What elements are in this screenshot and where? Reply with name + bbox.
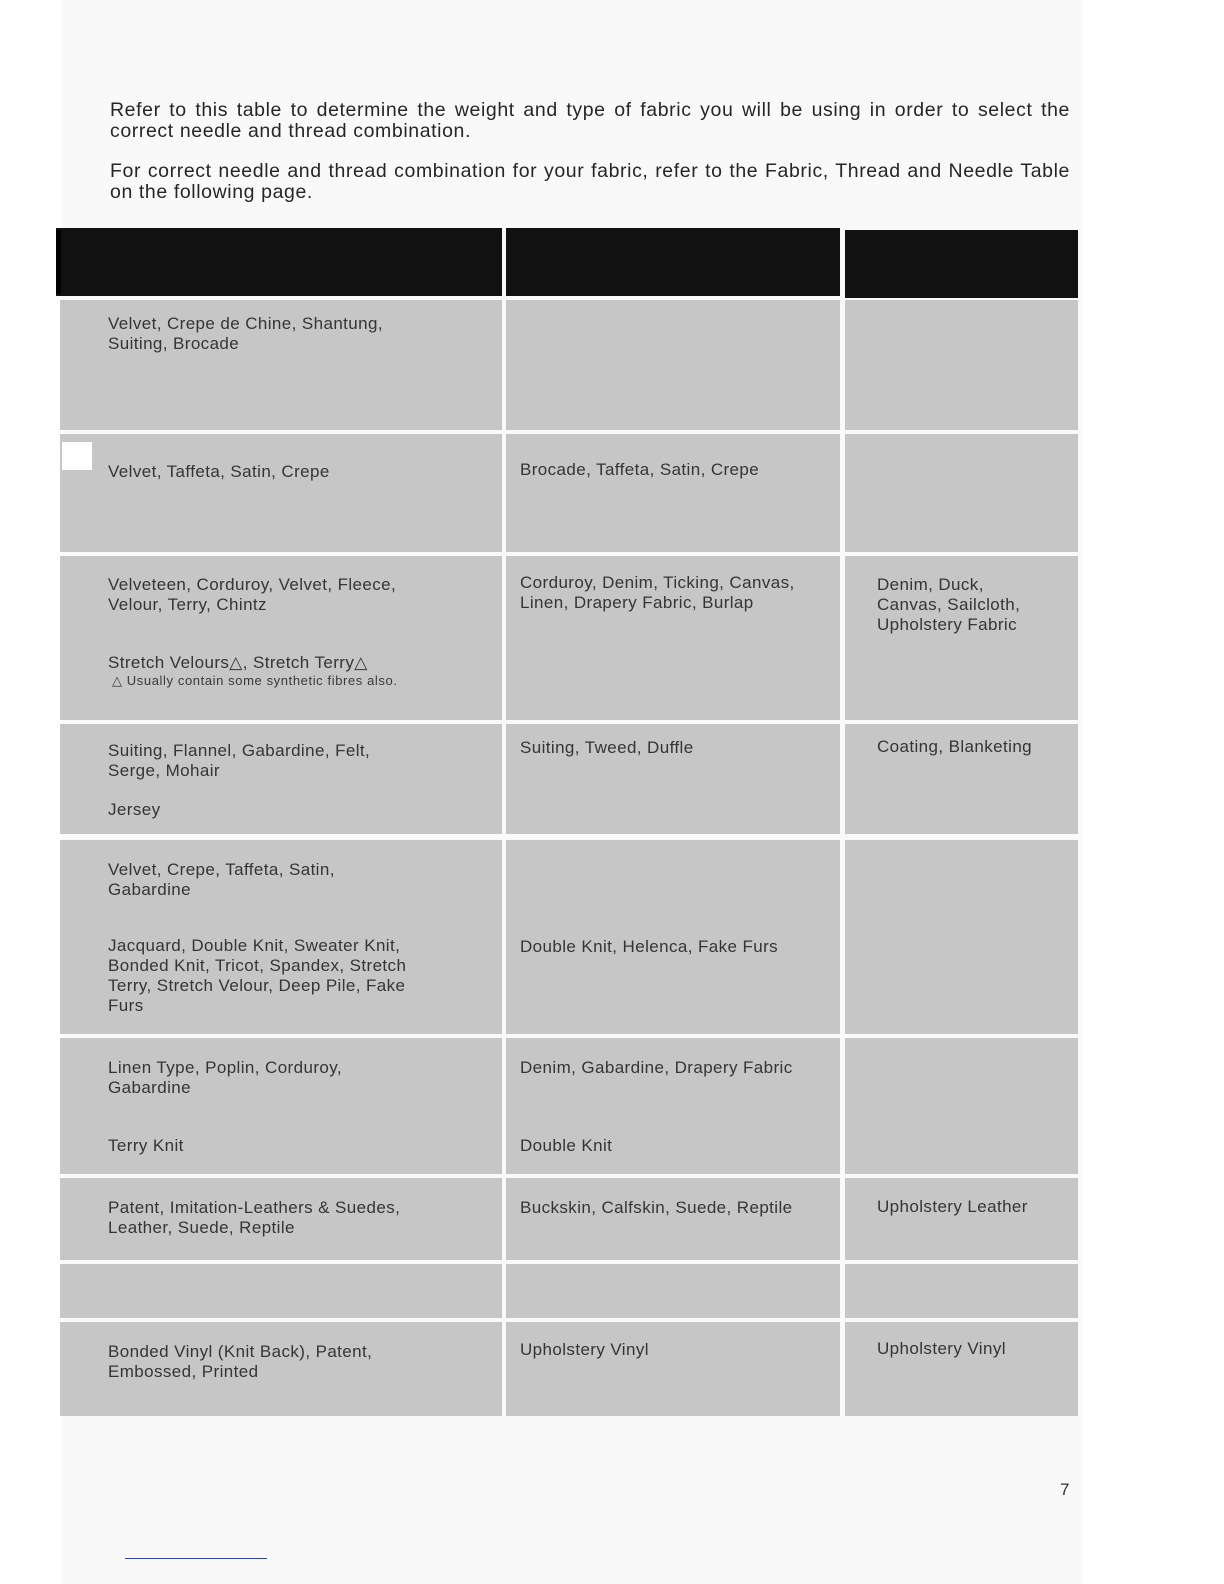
table-row-2-col-2 [506, 434, 840, 552]
table-header-cell-1 [56, 228, 502, 296]
cell-text: Double Knit [520, 1136, 613, 1155]
cell-text: Buckskin, Calfskin, Suede, Reptile [520, 1198, 793, 1217]
table-row-4-col-1 [60, 724, 502, 834]
table-row-8-col-3 [845, 1264, 1078, 1318]
table-row-6-col-1 [60, 1038, 502, 1174]
table-row-1-col-1 [60, 300, 502, 430]
table-row-1-col-2 [506, 300, 840, 430]
cell-text: Suiting, Flannel, Gabardine, Felt, Serge, Mohair [108, 741, 371, 780]
cell-text: Corduroy, Denim, Ticking, Canvas, Linen, Drapery Fabric, Burlap [520, 573, 795, 612]
cell-text: Linen Type, Poplin, Corduroy, Gabardine [108, 1058, 342, 1097]
row-marker-tab [62, 442, 92, 470]
table-header-cell-2 [506, 228, 840, 296]
table-row-9-col-3 [845, 1322, 1078, 1416]
cell-text: Upholstery Vinyl [520, 1340, 649, 1359]
cell-text: Upholstery Vinyl [877, 1339, 1006, 1358]
footnote-text: △ Usually contain some synthetic fibres also. [112, 673, 398, 688]
table-row-3-col-1 [60, 556, 502, 720]
cell-text: Double Knit, Helenca, Fake Furs [520, 937, 779, 956]
table-row-7-col-2 [506, 1178, 840, 1260]
cell-text: Patent, Imitation-Leathers & Suedes, Leather, Suede, Reptile [108, 1198, 401, 1237]
cell-text: Velveteen, Corduroy, Velvet, Fleece, Velour, Terry, Chintz [108, 575, 397, 614]
cell-text: Suiting, Tweed, Duffle [520, 738, 694, 757]
table-row-4-col-2 [506, 724, 840, 834]
table-row-5-col-1 [60, 840, 502, 1034]
cell-text: Jersey [108, 800, 161, 819]
table-row-2-col-1 [60, 434, 502, 552]
cell-text: Stretch Velours△, Stretch Terry△ [108, 653, 368, 672]
table-row-7-col-3 [845, 1178, 1078, 1260]
cell-text: Denim, Duck, Canvas, Sailcloth, Upholstery Fabric [877, 575, 1021, 634]
table-row-1-col-3 [845, 300, 1078, 430]
table-row-9-col-2 [506, 1322, 840, 1416]
intro-paragraph-1: Refer to this table to determine the weight and type of fabric you will be using in order to select the correct needle and thread combination. [110, 99, 1070, 142]
cell-text: Terry Knit [108, 1136, 184, 1155]
table-row-6-col-3 [845, 1038, 1078, 1174]
fabric-table [56, 228, 1082, 1418]
cell-text: Coating, Blanketing [877, 737, 1033, 756]
cell-text: Velvet, Crepe, Taffeta, Satin, Gabardine [108, 860, 335, 899]
table-row-9-col-1 [60, 1322, 502, 1416]
cell-text: Brocade, Taffeta, Satin, Crepe [520, 460, 760, 479]
table-row-5-col-3 [845, 840, 1078, 1034]
table-row-8-col-2 [506, 1264, 840, 1318]
intro-paragraph-2: For correct needle and thread combination for your fabric, refer to the Fabric, Thread and Needle Table on the following page. [110, 160, 1070, 203]
table-row-8-col-1 [60, 1264, 502, 1318]
cell-text: Velvet, Taffeta, Satin, Crepe [108, 462, 330, 481]
table-row-7-col-1 [60, 1178, 502, 1260]
footer-rule [125, 1558, 267, 1559]
table-header-cell-3 [845, 230, 1078, 298]
cell-text: Velvet, Crepe de Chine, Shantung, Suiting, Brocade [108, 314, 383, 353]
header-left-bar [56, 230, 61, 294]
table-row-2-col-3 [845, 434, 1078, 552]
page-number: 7 [1060, 1480, 1070, 1499]
cell-text: Jacquard, Double Knit, Sweater Knit, Bonded Knit, Tricot, Spandex, Stretch Terry, Stretch Velour, Deep Pile, Fake Furs [108, 936, 407, 1015]
cell-text: Bonded Vinyl (Knit Back), Patent, Embossed, Printed [108, 1342, 373, 1381]
table-row-3-col-2 [506, 556, 840, 720]
table-row-5-col-2 [506, 840, 840, 1034]
cell-text: Denim, Gabardine, Drapery Fabric [520, 1058, 793, 1077]
table-row-6-col-2 [506, 1038, 840, 1174]
table-row-3-col-3 [845, 556, 1078, 720]
cell-text: Upholstery Leather [877, 1197, 1028, 1216]
table-row-4-col-3 [845, 724, 1078, 834]
